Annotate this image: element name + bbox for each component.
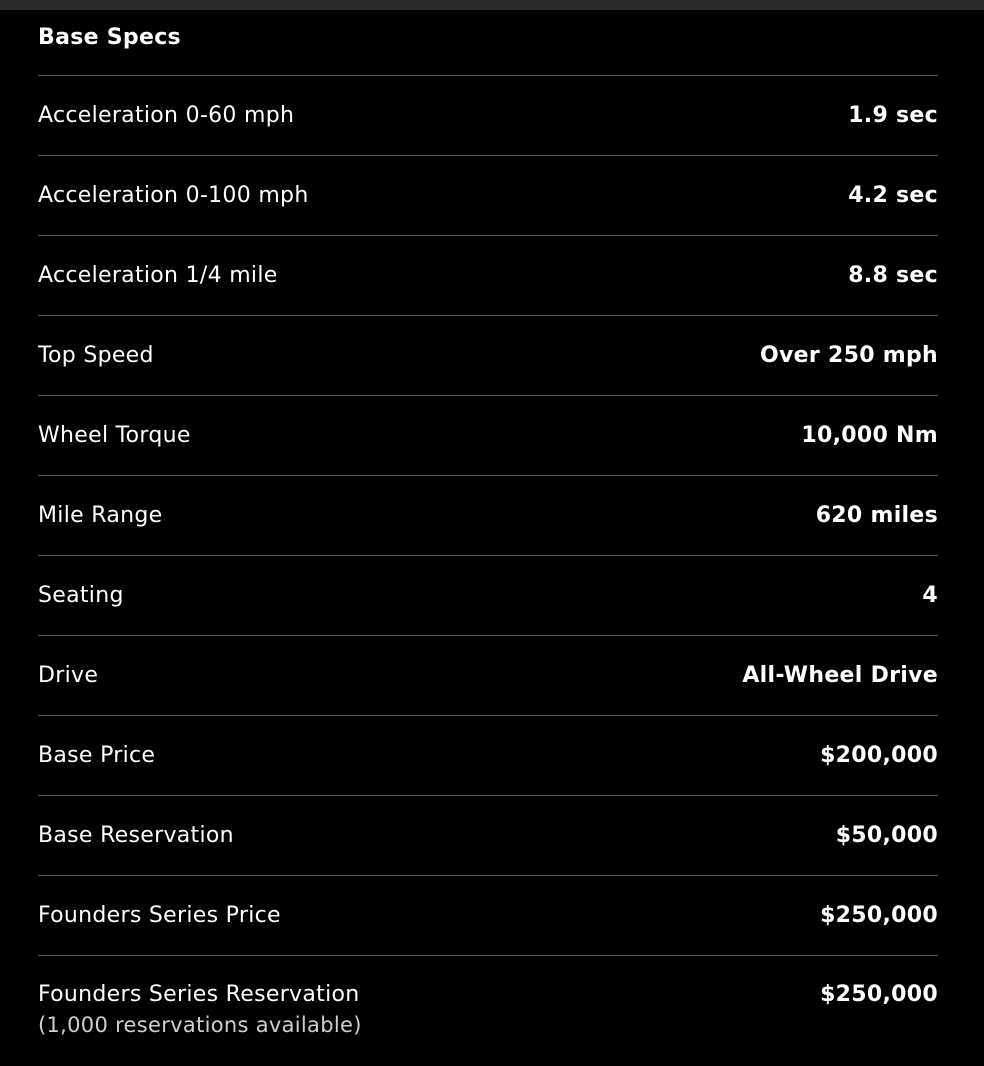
spec-label: Acceleration 1/4 mile [38,263,278,288]
spec-row-acceleration-quarter-mile [38,236,938,316]
section-title: Base Specs [38,10,938,76]
spec-value: $250,000 [820,903,938,928]
spec-row-founders-series-price [38,876,938,956]
spec-value: 10,000 Nm [801,423,938,448]
base-specs-panel [38,10,938,1066]
spec-row-base-reservation [38,796,938,876]
spec-row-wheel-torque [38,396,938,476]
spec-label: Base Reservation [38,823,234,848]
spec-label: Base Price [38,743,156,768]
spec-row-acceleration-0-60 [38,76,938,156]
spec-label: Acceleration 0-100 mph [38,183,309,208]
spec-row-seating [38,556,938,636]
spec-value: 1.9 sec [848,103,938,128]
spec-value: All-Wheel Drive [742,663,938,688]
spec-label: Founders Series Reservation [38,982,360,1007]
spec-value: 4 [922,583,938,608]
spec-value: 4.2 sec [848,183,938,208]
spec-value: $250,000 [820,982,938,1007]
spec-label-group [38,982,362,1037]
spec-label: Mile Range [38,503,163,528]
spec-label: Acceleration 0-60 mph [38,103,295,128]
spec-row-mile-range [38,476,938,556]
spec-value: 620 miles [815,503,938,528]
spec-label: Founders Series Price [38,903,281,928]
window-top-bar [0,0,984,10]
spec-row-top-speed [38,316,938,396]
spec-label: Top Speed [38,343,154,368]
spec-label: Seating [38,583,124,608]
spec-row-acceleration-0-100 [38,156,938,236]
spec-label: Wheel Torque [38,423,191,448]
spec-value: Over 250 mph [760,343,938,368]
spec-label: Drive [38,663,99,688]
spec-row-base-price [38,716,938,796]
spec-row-founders-series-reservation [38,956,938,1066]
spec-value: 8.8 sec [848,263,938,288]
spec-value: $200,000 [820,743,938,768]
spec-value: $50,000 [835,823,938,848]
spec-note: (1,000 reservations available) [38,1013,362,1037]
spec-row-drive [38,636,938,716]
